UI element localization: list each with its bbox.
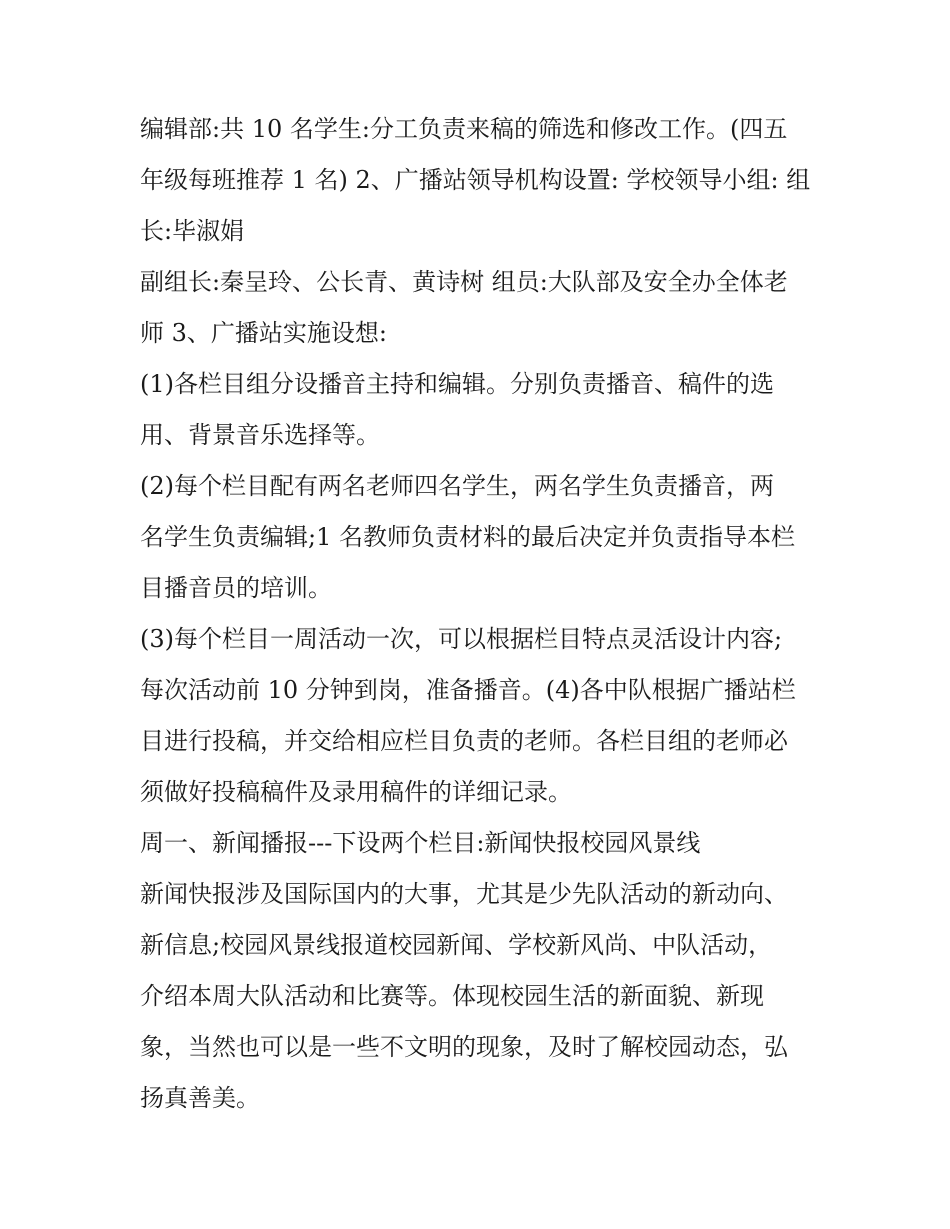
text-line-6: (1)各栏目组分设播音主持和编辑。分别负责播音、稿件的选 [140,370,774,398]
text-line-10: 目播音员的培训。 [140,574,332,602]
text-line-4: 副组长:秦呈玲、公长青、黄诗树 组员:大队部及安全办全体老 [140,268,788,296]
text-line-2: 年级每班推荐 1 名) 2、广播站领导机构设置: 学校领导小组: 组 [140,166,811,194]
text-line-3: 长:毕淑娟 [140,217,245,245]
text-line-12: 每次活动前 10 分钟到岗，准备播音。(4)各中队根据广播站栏 [140,676,796,704]
text-line-15: 周一、新闻播报---下设两个栏目:新闻快报校园风景线 [140,829,701,857]
text-line-17: 新信息;校园风景线报道校园新闻、学校新风尚、中队活动， [140,931,773,959]
text-line-18: 介绍本周大队活动和比赛等。体现校园生活的新面貌、新现 [140,982,764,1010]
text-line-19: 象，当然也可以是一些不文明的现象，及时了解校园动态，弘 [140,1033,788,1061]
text-line-11: (3)每个栏目一周活动一次，可以根据栏目特点灵活设计内容; [140,625,783,653]
text-line-20: 扬真善美。 [140,1084,260,1112]
text-line-1: 编辑部:共 10 名学生:分工负责来稿的筛选和修改工作。(四五 [140,115,788,143]
text-line-8: (2)每个栏目配有两名老师四名学生，两名学生负责播音，两 [140,472,774,500]
text-line-16: 新闻快报涉及国际国内的大事，尤其是少先队活动的新动向、 [140,880,788,908]
text-line-13: 目进行投稿，并交给相应栏目负责的老师。各栏目组的老师必 [140,727,788,755]
text-line-7: 用、背景音乐选择等。 [140,421,380,449]
text-line-9: 名学生负责编辑;1 名教师负责材料的最后决定并负责指导本栏 [140,523,795,551]
document-body [140,104,820,1124]
text-line-5: 师 3、广播站实施设想: [140,319,387,347]
text-line-14: 须做好投稿稿件及录用稿件的详细记录。 [140,778,572,806]
